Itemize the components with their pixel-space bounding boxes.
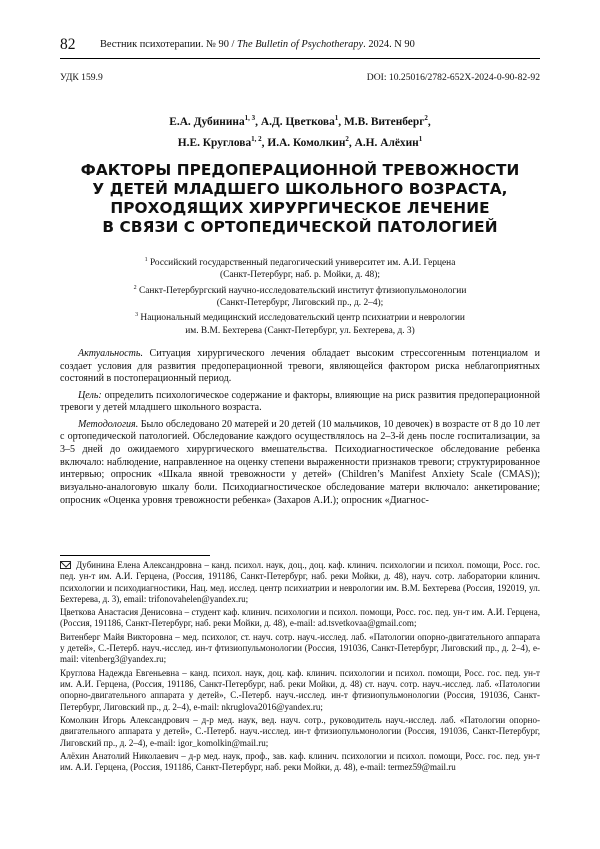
author-list: Е.А. Дубинина$^{1, 3}$, А.Д. Цветкова$^1$, М.В. Витенберг$^2$, Н.Е. Круглова$^{1, 2}$, И.А. Комолкин$^2$, А.Н. Алёхин$^1$	[169, 114, 431, 149]
abstract-methodology: Методология. Было обследовано 20 матерей и 20 детей (10 мальчиков, 10 девочек) в возрасте от 8 до 10 лет с ортопедической патологией. Обследование каждого осуществлялось на 2–3-й день после госпитализации, за 3–5 дней до ожидаемого хирургического вмешательства. Психодиагностическое обследование ребенка включало: наблюдение, направленное на оценку степени выраженности признаков тревоги; структурированное интервью; опросник «Шкала явной тревожности у детей» (Children’s Manifest Anxiety Scale (CMAS)); визуально-аналоговую шкалу боли. Психодиагностическое обследование матери включало: анкетирование; опросник «Оценка уровня тревожности ребенка» (Захаров А.И.); опросник «Диагнос-	[60, 418, 540, 506]
journal-issue: . 2024. N 90	[363, 39, 415, 50]
title-line: У ДЕТЕЙ МЛАДШЕГО ШКОЛЬНОГО ВОЗРАСТА,	[92, 180, 508, 198]
title-line: В СВЯЗИ С ОРТОПЕДИЧЕСКОЙ ПАТОЛОГИЕЙ	[102, 218, 498, 236]
author-note: Цветкова Анастасия Денисовна – студент каф. клинич. психологии и психол. помощи, Росс. гос. пед. ун-т им. А.И. Герцена, (Россия, 191186, Санкт-Петербург, наб. реки Мойки, д. 48), e-mail: ad.tsvetkovaa@gmail.com;	[60, 607, 540, 629]
doi-link[interactable]: DOI: 10.25016/2782-652X-2024-0-90-82-92	[366, 72, 540, 83]
affiliation: $^1$ Российский государственный педагогический университет им. А.И. Герцена (Санкт-Петербург, наб. р. Мойки, д. 48);	[144, 257, 456, 281]
journal-separator: /	[228, 39, 238, 50]
author: Е.А. Дубинина$^{1, 3}$	[169, 114, 256, 128]
author-note: Дубинина Елена Александровна – канд. психол. наук, доц., доц. каф. клинич. психологии и психол. помощи, Росс. гос. пед. ун-т им. А.И. Герцена, (Россия, 191186, Санкт-Петербург, наб. реки Мойки, д. 48), науч. сотр. лаборатории клинич. психологии и психодиагностики, Нац. мед. исслед. центр психиатрии и неврологии им. В.М. Бехтерева (Россия, 192019, ул. Бехтерева, д. 3), email: trifonovahelen@yandex.ru;	[60, 560, 540, 604]
author: А.Д. Цветкова$^1$	[260, 114, 339, 128]
running-header	[60, 38, 540, 59]
author-note: Витенберг Майя Викторовна – мед. психолог, ст. науч. сотр. науч.-исслед. лаб. «Патологии опорно-двигательного аппарата у детей», С.-Петерб. науч.-исслед. ин-т фтизиопульмонологии (Россия, 191036, Санкт-Петербург, Лиговский пр., д. 2–4), e-mail: vitenberg3@yandex.ru;	[60, 631, 540, 665]
udk-code: УДК 159.9	[60, 72, 103, 83]
affiliation: $^2$ Санкт-Петербургский научно-исследовательский институт фтизиопульмонологии (Санкт-Петербург, Лиговский пр., д. 2–4);	[133, 284, 467, 309]
author: Н.Е. Круглова$^{1, 2}$	[177, 134, 262, 149]
article-title	[60, 161, 540, 237]
abstract-aim: Цель: определить психологическое содержание и факторы, влияющие на риск развития предоперационной тревоги у детей младшего школьного возраста.	[60, 389, 540, 414]
title-line: ПРОХОДЯЩИХ ХИРУРГИЧЕСКОЕ ЛЕЧЕНИЕ	[110, 199, 490, 217]
journal-title-ru: Вестник психотерапии. № 90	[100, 39, 229, 50]
journal-title-en: The Bulletin of Psychotherapy	[237, 39, 364, 50]
author-note: Круглова Надежда Евгеньевна – канд. психол. наук, доц. каф. клинич. психологии и психол. помощи, Росс. гос. пед. ун-т им. А.И. Герцена, (Россия, 191186, Санкт-Петербург, наб. реки Мойки, д. 48) ст. науч. сотр. науч.-исслед. лаб. «Патологии опорно-двигательного аппарата у детей», С.-Петерб. науч.-исслед. ин-т фтизиопульмонологии (Россия, 191036, Санкт-Петербург, Лиговский пр., д. 2–4), e-mail: nkruglova2016@yandex.ru;	[60, 667, 540, 712]
affiliation: $^3$ Национальный медицинский исследовательский центр психиатрии и неврологии им. В.М. Бехтерева (Санкт-Петербург, ул. Бехтерева, д. 3)	[135, 312, 465, 336]
abstract	[60, 348, 540, 511]
envelope-icon	[60, 561, 71, 569]
author-note: Комолкин Игорь Александрович – д-р мед. наук, вед. науч. сотр., руководитель науч.-исслед. лаб. «Патологии опорно-двигательного аппарата у детей», С.-Петерб. науч.-исслед. ин-т фтизиопульмонологии (Россия, 191036, Санкт-Петербург, Лиговский пр., д. 2–4), e-mail: igor_komolkin@mail.ru;	[60, 715, 540, 748]
abstract-relevance: Актуальность. Ситуация хирургического лечения обладает высоким стрессогенным потенциалом и создает условия для развития предоперационной тревоги, являющейся фактором риска неблагоприятных состояний в постоперационный период.	[60, 348, 540, 385]
author: И.А. Комолкин$^2$	[267, 134, 349, 149]
author: М.В. Витенберг$^2$	[344, 114, 428, 128]
author-note: Алёхин Анатолий Николаевич – д-р мед. наук, проф., зав. каф. клинич. психологии и психол. помощи, Росс. гос. пед. ун-т им. А.И. Герцена, (Россия, 191186, Санкт-Петербург, наб. реки Мойки, д. 48), e-mail: termez59@mail.ru	[60, 750, 540, 773]
title-line: ФАКТОРЫ ПРЕДОПЕРАЦИОННОЙ ТРЕВОЖНОСТИ	[80, 161, 520, 179]
author-footnotes	[60, 560, 540, 776]
page-number: 82	[60, 36, 76, 53]
footnote-divider	[60, 555, 210, 556]
journal-title	[100, 39, 415, 50]
affiliations	[60, 254, 540, 337]
author: А.Н. Алёхин$^1$	[354, 134, 423, 149]
